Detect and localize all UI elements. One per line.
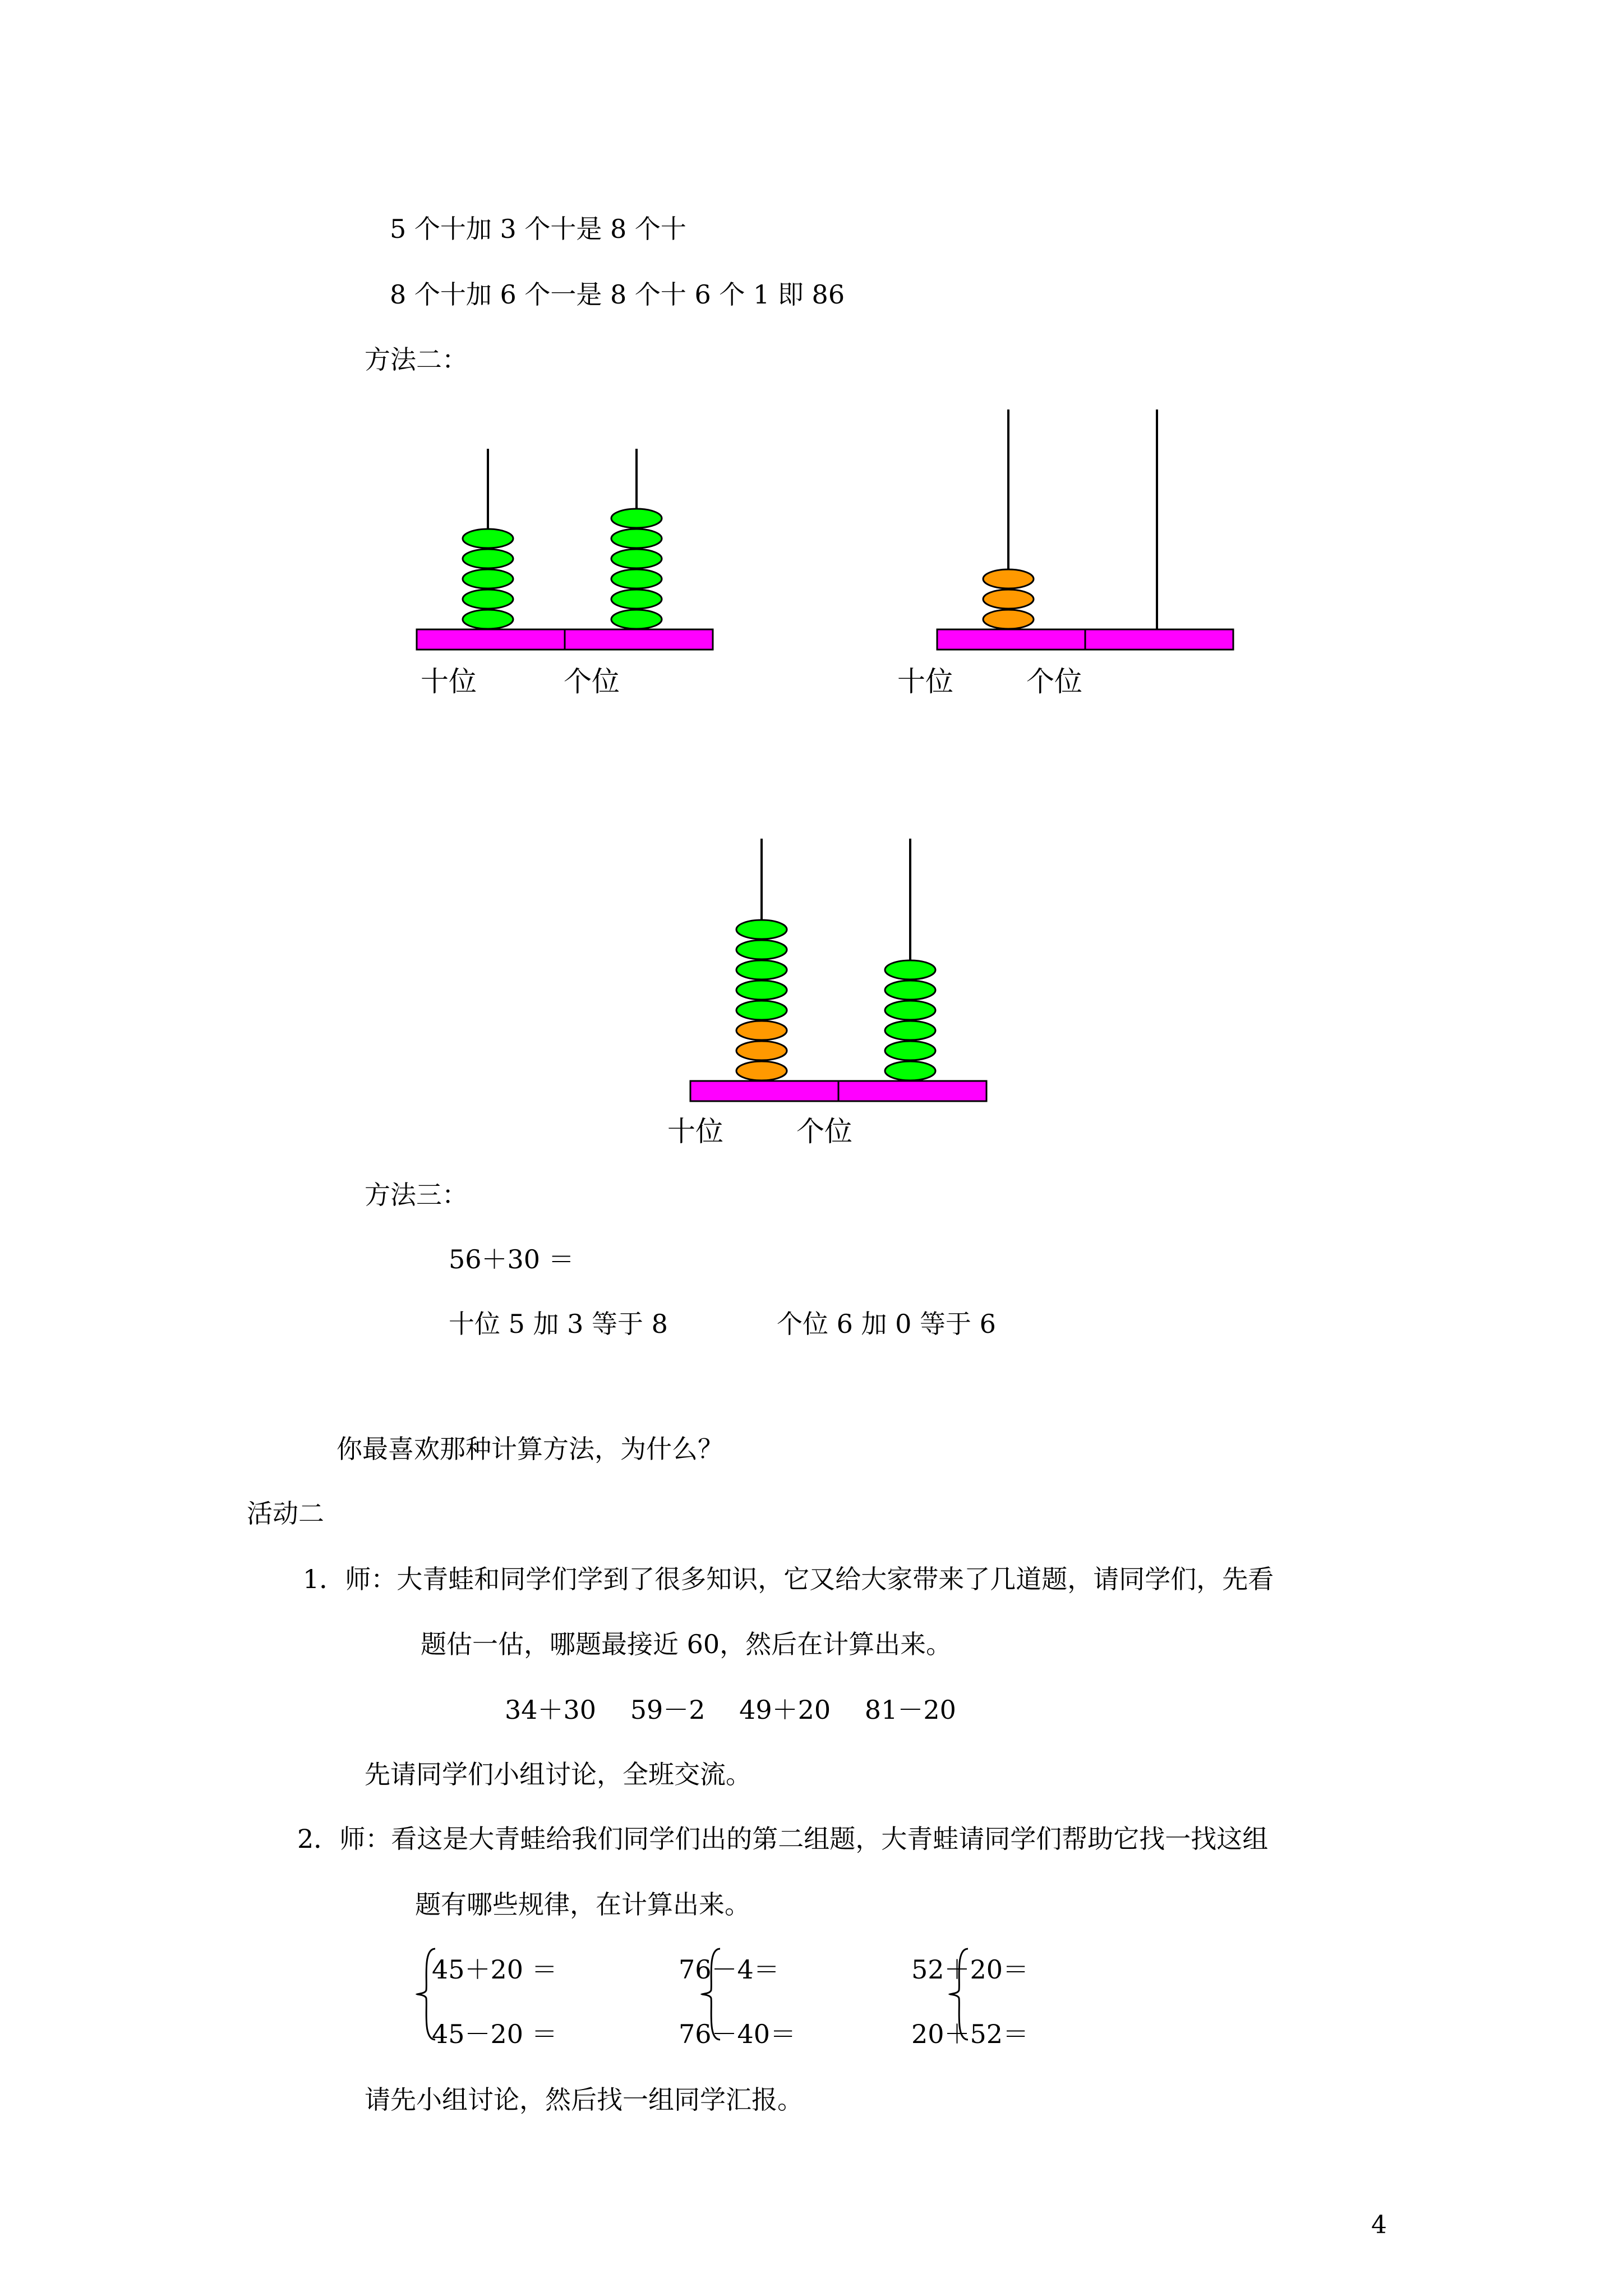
abacus-1-ones-label: 个位 bbox=[564, 665, 620, 698]
method-two-heading: 方法二： bbox=[365, 344, 468, 375]
tens-bead bbox=[736, 960, 787, 979]
tens-bead bbox=[736, 920, 787, 939]
group-2-b: 76－40＝ bbox=[679, 2019, 796, 2049]
ones-bead bbox=[885, 1001, 935, 1020]
ones-bead bbox=[885, 1021, 935, 1040]
text-line-2: 8 个十加 6 个一是 8 个十 6 个 1 即 86 bbox=[390, 279, 845, 310]
abacus-2 bbox=[935, 409, 1238, 651]
tens-bead bbox=[736, 1061, 787, 1080]
abacus-3 bbox=[689, 839, 992, 1102]
text-line-1: 5 个十加 3 个十是 8 个十 bbox=[390, 214, 686, 244]
group-2-a: 76－4＝ bbox=[679, 1954, 780, 1985]
item-2-line-a: 2．师：看这是大青蛙给我们同学们出的第二组题，大青蛙请同学们帮助它找一找这组 bbox=[297, 1824, 1269, 1854]
tens-bead bbox=[736, 1021, 787, 1040]
tens-bead bbox=[736, 940, 787, 959]
ones-bead bbox=[885, 1041, 935, 1060]
tens-bead bbox=[983, 610, 1034, 629]
ones-base bbox=[1085, 629, 1233, 650]
ones-bead bbox=[611, 509, 662, 528]
ones-bead bbox=[611, 610, 662, 629]
tens-bead bbox=[983, 590, 1034, 609]
activity-two-heading: 活动二 bbox=[247, 1498, 324, 1529]
tens-base bbox=[690, 1081, 838, 1101]
ones-bead bbox=[885, 1061, 935, 1080]
ones-bead bbox=[611, 569, 662, 588]
item-1-line-b: 题估一估，哪题最接近 60，然后在计算出来。 bbox=[421, 1629, 952, 1659]
tens-bead bbox=[983, 569, 1034, 588]
tens-bead bbox=[463, 549, 513, 568]
tens-bead bbox=[736, 981, 787, 1000]
method-three-heading: 方法三： bbox=[365, 1180, 468, 1210]
tens-bead bbox=[736, 1041, 787, 1060]
equation: 56＋30 ＝ bbox=[449, 1244, 574, 1274]
abacus-2-ones-label: 个位 bbox=[1026, 665, 1082, 698]
tens-sum: 十位 5 加 3 等于 8 bbox=[449, 1309, 668, 1339]
ones-base bbox=[565, 629, 713, 650]
tens-bead bbox=[463, 590, 513, 609]
ones-bead bbox=[611, 590, 662, 609]
item-1-line-a: 1．师：大青蛙和同学们学到了很多知识，它又给大家带来了几道题，请同学们，先看 bbox=[303, 1564, 1274, 1594]
abacus-1 bbox=[415, 449, 718, 651]
tens-base bbox=[937, 629, 1085, 650]
ones-sum: 个位 6 加 0 等于 6 bbox=[777, 1309, 996, 1339]
abacus-3-tens-label: 十位 bbox=[667, 1115, 723, 1148]
abacus-3-ones-label: 个位 bbox=[796, 1115, 852, 1148]
ones-bead bbox=[611, 529, 662, 548]
group-3-b: 20＋52＝ bbox=[911, 2019, 1029, 2049]
group-1-a: 45＋20 ＝ bbox=[432, 1954, 557, 1985]
item-2-line-b: 题有哪些规律，在计算出来。 bbox=[415, 1889, 750, 1920]
group-3-a: 52＋20＝ bbox=[911, 1954, 1029, 1985]
group-1-b: 45－20 ＝ bbox=[432, 2019, 557, 2049]
tens-base bbox=[417, 629, 565, 650]
tens-bead bbox=[736, 1001, 787, 1020]
ones-bead bbox=[885, 981, 935, 1000]
favorite-method-question: 你最喜欢那种计算方法，为什么？ bbox=[336, 1434, 723, 1464]
ones-bead bbox=[885, 960, 935, 979]
tens-bead bbox=[463, 610, 513, 629]
tens-bead bbox=[463, 569, 513, 588]
tens-bead bbox=[463, 529, 513, 548]
discussion-2: 请先小组讨论，然后找一组同学汇报。 bbox=[365, 2085, 803, 2115]
abacus-1-tens-label: 十位 bbox=[421, 665, 477, 698]
page-number: 4 bbox=[1371, 2211, 1387, 2239]
problems-row-1: 34＋30 59－2 49＋20 81－20 bbox=[505, 1695, 956, 1725]
ones-base bbox=[838, 1081, 986, 1101]
abacus-2-tens-label: 十位 bbox=[897, 665, 953, 698]
discussion-1: 先请同学们小组讨论，全班交流。 bbox=[365, 1759, 751, 1789]
ones-bead bbox=[611, 549, 662, 568]
